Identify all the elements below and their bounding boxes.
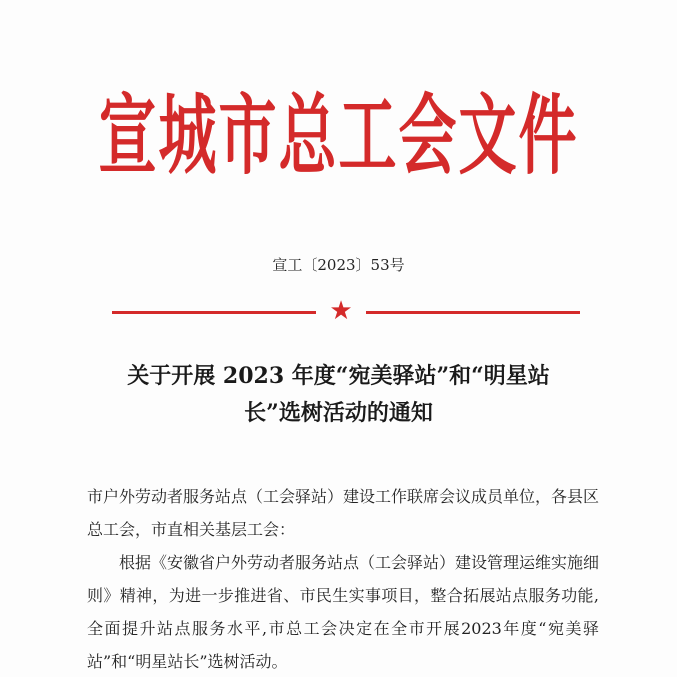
masthead-title: 宣城市总工会文件 bbox=[98, 84, 579, 187]
star-icon: ★ bbox=[329, 296, 353, 326]
red-divider-left bbox=[112, 311, 316, 314]
salutation: 市户外劳动者服务站点（工会驿站）建设工作联席会议成员单位，各县区总工会，市直相关基层工会： bbox=[87, 487, 600, 539]
notice-title-line2: 长”选树活动的通知 bbox=[244, 400, 433, 426]
notice-title bbox=[60, 358, 617, 432]
document-number: 宣工〔2023〕53号 bbox=[272, 256, 405, 274]
notice-body bbox=[87, 480, 599, 677]
body-paragraph-1: 根据《安徽省户外劳动者服务站点（工会驿站）建设管理运维实施细则》精神，为进一步推进省、市民生实事项目，整合拓展站点服务功能,全面提升站点服务水平,市总工会决定在全市开展2023年度“宛美驿站”和“明星站长”选树活动。 bbox=[87, 553, 600, 671]
notice-title-line1: 关于开展 2023 年度“宛美驿站”和“明星站 bbox=[127, 363, 550, 389]
red-divider-right bbox=[366, 311, 580, 314]
